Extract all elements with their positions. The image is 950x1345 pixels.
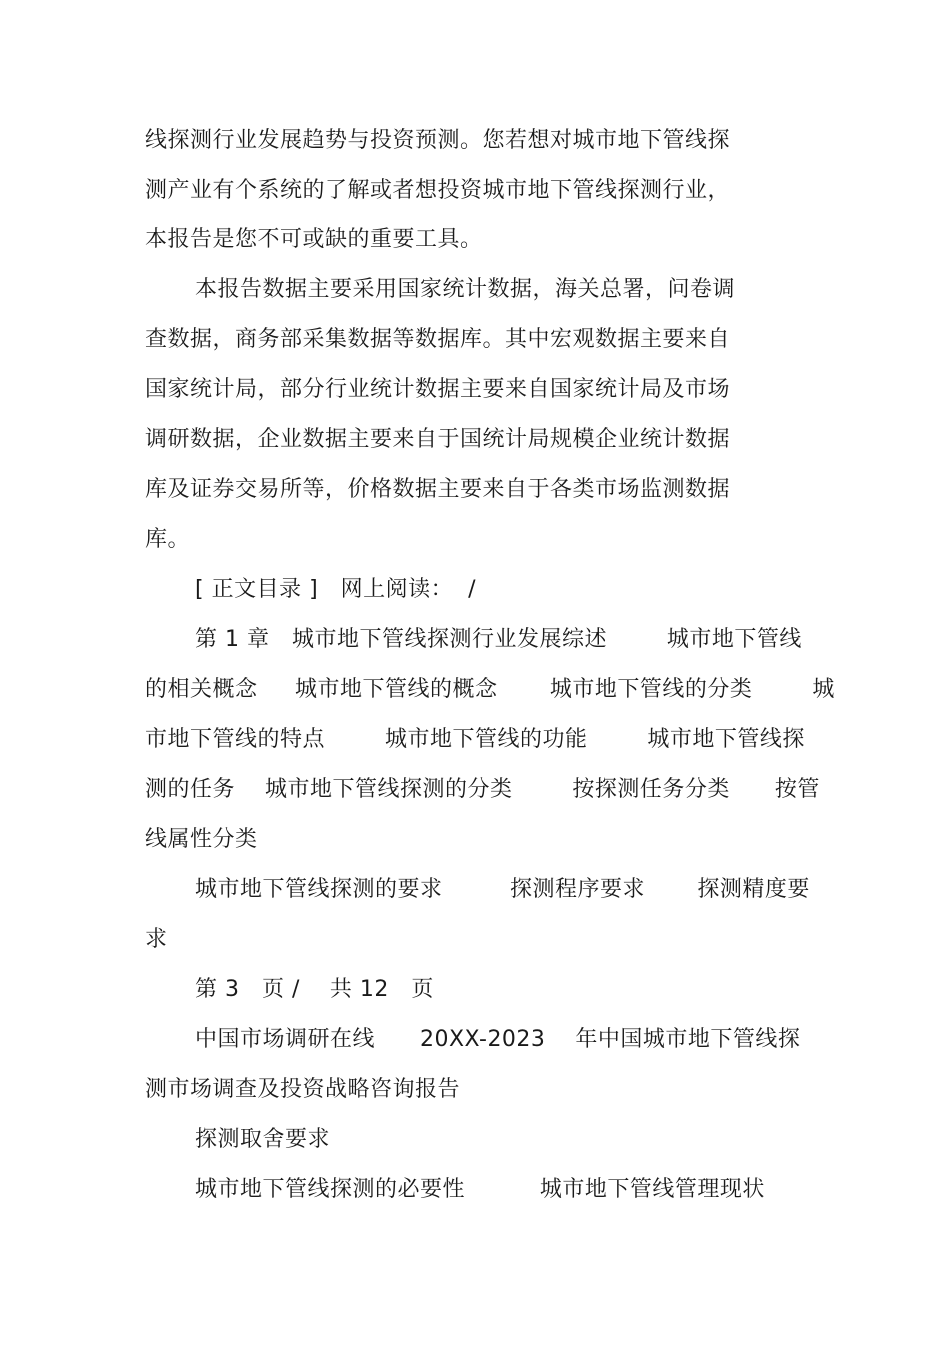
page-header: 中国市场调研在线 20XX-2023 年中国城市地下管线探	[195, 1027, 801, 1052]
page-header: 测市场调查及投资战略咨询报告	[145, 1077, 461, 1102]
text-line: 库。	[145, 527, 191, 552]
text-line: 国家统计局，部分行业统计数据主要来自国家统计局及市场	[145, 377, 731, 402]
text-line: 测产业有个系统的了解或者想投资城市地下管线探测行业，	[145, 178, 731, 203]
text-line: 库及证券交易所等，价格数据主要来自于各类市场监测数据	[145, 477, 731, 502]
text-line: 线探测行业发展趋势与投资预测。您若想对城市地下管线探	[145, 128, 731, 153]
text-line: 第 1 章 城市地下管线探测行业发展综述 城市地下管线	[195, 627, 802, 652]
text-line: 调研数据，企业数据主要来自于国统计局规模企业统计数据	[145, 427, 731, 452]
text-line: 查数据，商务部采集数据等数据库。其中宏观数据主要来自	[145, 327, 731, 352]
toc-header: [ 正文目录 ] 网上阅读： /	[195, 577, 477, 602]
text-line: 的相关概念 城市地下管线的概念 城市地下管线的分类 城	[145, 677, 835, 702]
text-line: 本报告是您不可或缺的重要工具。	[145, 227, 483, 252]
text-line: 求	[145, 927, 168, 952]
page-footer: 第 3 页 / 共 12 页	[195, 977, 434, 1002]
text-line: 城市地下管线探测的必要性 城市地下管线管理现状	[195, 1177, 765, 1202]
text-line: 线属性分类	[145, 827, 258, 852]
text-line: 探测取舍要求	[195, 1127, 331, 1152]
text-line: 市地下管线的特点 城市地下管线的功能 城市地下管线探	[145, 727, 805, 752]
text-line: 测的任务 城市地下管线探测的分类 按探测任务分类 按管	[145, 777, 820, 802]
text-line: 本报告数据主要采用国家统计数据，海关总署，问卷调	[195, 277, 736, 302]
text-line: 城市地下管线探测的要求 探测程序要求 探测精度要	[195, 877, 810, 902]
